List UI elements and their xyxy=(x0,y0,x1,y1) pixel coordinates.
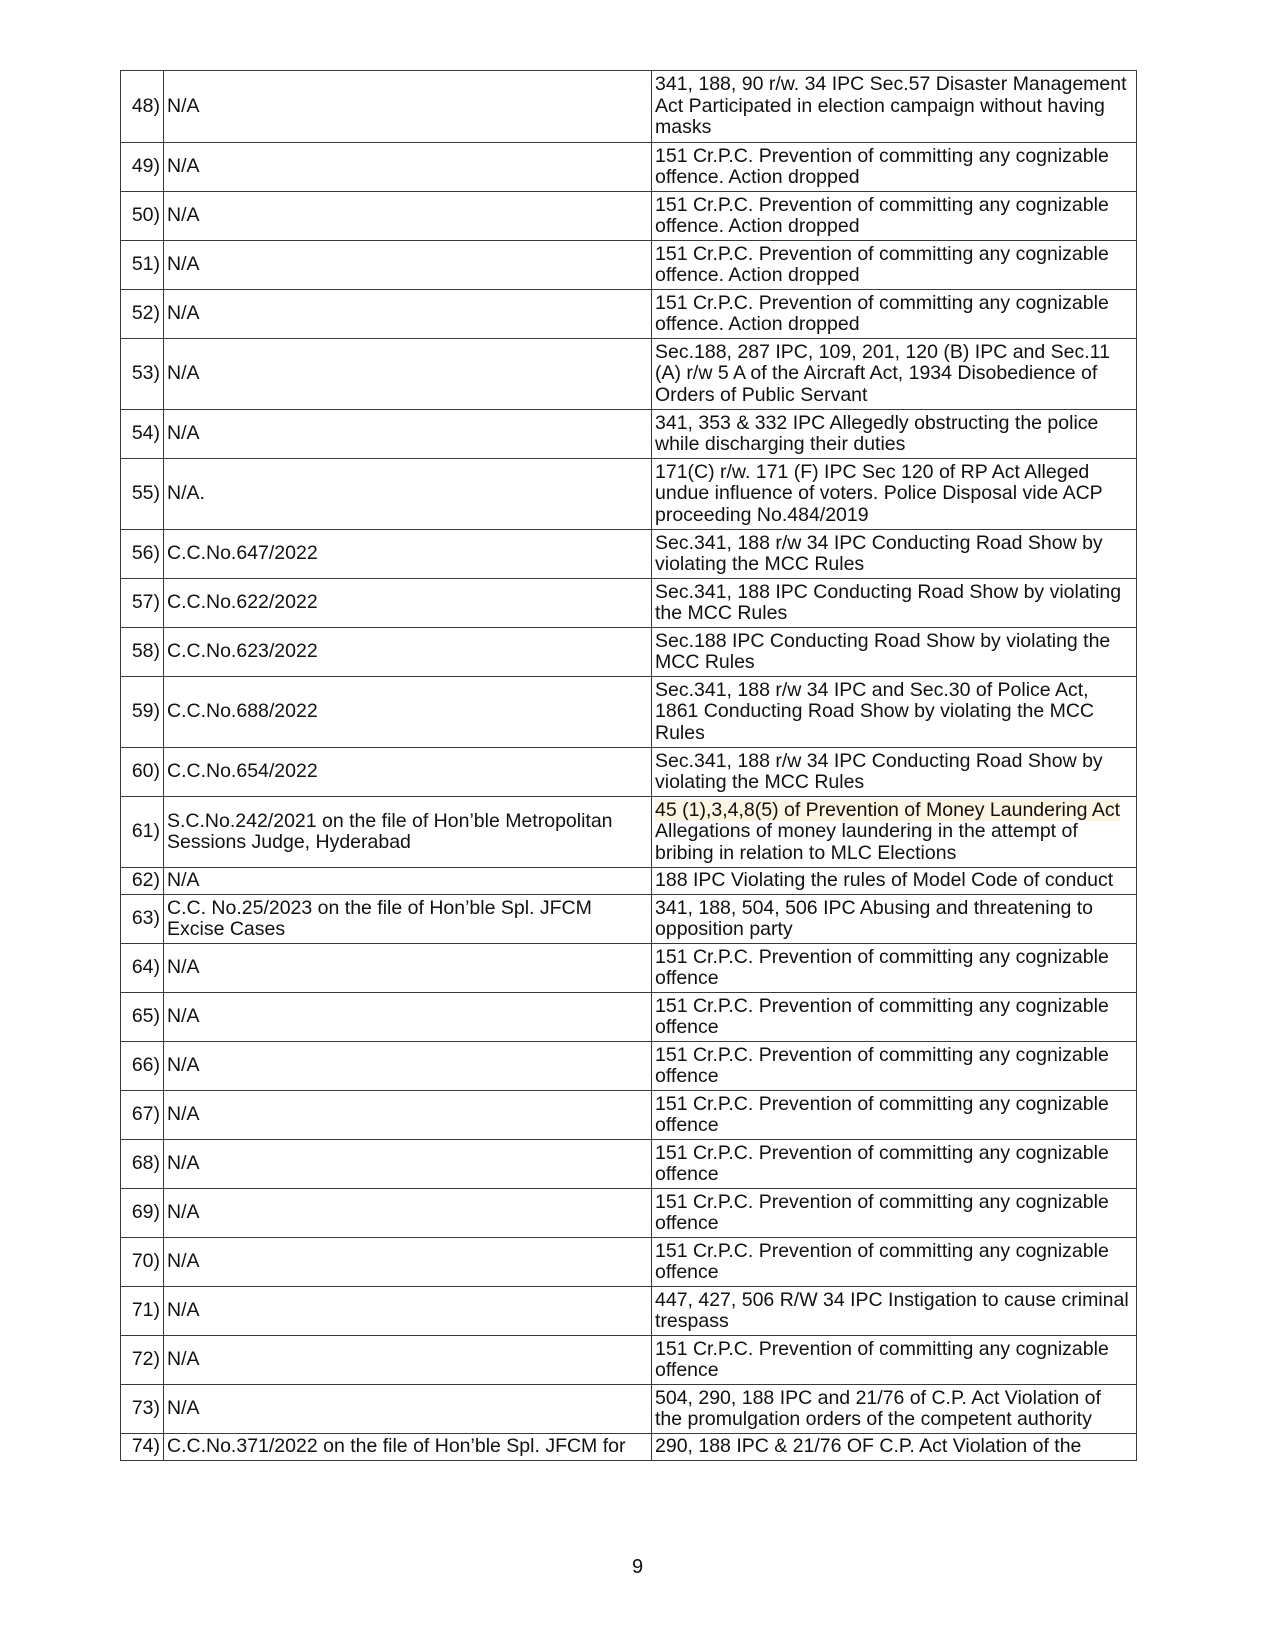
row-number: 64) xyxy=(121,944,164,993)
sections-description: Sec.341, 188 r/w 34 IPC Conducting Road Show by violating the MCC Rules xyxy=(652,530,1137,579)
case-reference: C.C.No.623/2022 xyxy=(164,628,652,677)
table-row xyxy=(121,71,1137,143)
row-number: 55) xyxy=(121,459,164,530)
table-row xyxy=(121,579,1137,628)
table-row xyxy=(121,1140,1137,1189)
sections-text: Allegations of money laundering in the attempt of bribing in relation to MLC Elections xyxy=(655,820,1078,864)
sections-description: Sec.188 IPC Conducting Road Show by violating the MCC Rules xyxy=(652,628,1137,677)
sections-description: 151 Cr.P.C. Prevention of committing any cognizable offence xyxy=(652,993,1137,1042)
table-row xyxy=(121,290,1137,339)
table-row xyxy=(121,410,1137,459)
row-number: 54) xyxy=(121,410,164,459)
row-number: 51) xyxy=(121,241,164,290)
sections-description: 151 Cr.P.C. Prevention of committing any cognizable offence xyxy=(652,1238,1137,1287)
table-row xyxy=(121,530,1137,579)
row-number: 69) xyxy=(121,1189,164,1238)
case-reference: N/A xyxy=(164,1042,652,1091)
case-reference: N/A xyxy=(164,868,652,895)
row-number: 67) xyxy=(121,1091,164,1140)
case-reference: N/A xyxy=(164,1336,652,1385)
case-reference: N/A xyxy=(164,410,652,459)
row-number: 66) xyxy=(121,1042,164,1091)
sections-description: 290, 188 IPC & 21/76 OF C.P. Act Violation of the xyxy=(652,1434,1137,1461)
row-number: 68) xyxy=(121,1140,164,1189)
table-row xyxy=(121,1385,1137,1434)
row-number: 59) xyxy=(121,677,164,748)
table-row xyxy=(121,143,1137,192)
row-number: 60) xyxy=(121,748,164,797)
sections-description: 151 Cr.P.C. Prevention of committing any cognizable offence. Action dropped xyxy=(652,143,1137,192)
table-row xyxy=(121,339,1137,410)
sections-description: 151 Cr.P.C. Prevention of committing any cognizable offence xyxy=(652,1091,1137,1140)
table-row xyxy=(121,748,1137,797)
table-row xyxy=(121,868,1137,895)
case-reference: N/A xyxy=(164,1385,652,1434)
case-reference: N/A. xyxy=(164,459,652,530)
case-reference: C.C. No.25/2023 on the file of Hon’ble Spl. JFCM Excise Cases xyxy=(164,895,652,944)
case-reference: N/A xyxy=(164,290,652,339)
page-number: 9 xyxy=(631,1556,644,1578)
case-reference: C.C.No.371/2022 on the file of Hon’ble Spl. JFCM for xyxy=(164,1434,652,1461)
case-reference: N/A xyxy=(164,944,652,993)
case-reference: N/A xyxy=(164,143,652,192)
table-row xyxy=(121,1189,1137,1238)
case-reference: C.C.No.622/2022 xyxy=(164,579,652,628)
row-number: 52) xyxy=(121,290,164,339)
sections-description: 504, 290, 188 IPC and 21/76 of C.P. Act Violation of the promulgation orders of the competent authority xyxy=(652,1385,1137,1434)
row-number: 56) xyxy=(121,530,164,579)
row-number: 74) xyxy=(121,1434,164,1461)
table-row xyxy=(121,459,1137,530)
row-number: 50) xyxy=(121,192,164,241)
row-number: 72) xyxy=(121,1336,164,1385)
case-reference: N/A xyxy=(164,192,652,241)
table-row xyxy=(121,1434,1137,1461)
table-row xyxy=(121,628,1137,677)
case-reference: N/A xyxy=(164,1091,652,1140)
table-row xyxy=(121,944,1137,993)
sections-description xyxy=(652,797,1137,868)
cases-table xyxy=(120,70,1137,1461)
sections-description: 341, 353 & 332 IPC Allegedly obstructing the police while discharging their duties xyxy=(652,410,1137,459)
row-number: 71) xyxy=(121,1287,164,1336)
case-reference: N/A xyxy=(164,339,652,410)
table-row xyxy=(121,797,1137,868)
sections-description: Sec.188, 287 IPC, 109, 201, 120 (B) IPC and Sec.11 (A) r/w 5 A of the Aircraft Act, 1934 Disobedience of Orders of Public Servant xyxy=(652,339,1137,410)
sections-description: Sec.341, 188 IPC Conducting Road Show by violating the MCC Rules xyxy=(652,579,1137,628)
sections-description: 341, 188, 90 r/w. 34 IPC Sec.57 Disaster Management Act Participated in election campaign without having masks xyxy=(652,71,1137,143)
sections-description: 151 Cr.P.C. Prevention of committing any cognizable offence xyxy=(652,1042,1137,1091)
sections-description: 188 IPC Violating the rules of Model Code of conduct xyxy=(652,868,1137,895)
case-reference: C.C.No.654/2022 xyxy=(164,748,652,797)
table-row xyxy=(121,1336,1137,1385)
sections-description: 171(C) r/w. 171 (F) IPC Sec 120 of RP Act Alleged undue influence of voters. Police Disposal vide ACP proceeding No.484/2019 xyxy=(652,459,1137,530)
row-number: 53) xyxy=(121,339,164,410)
case-reference: N/A xyxy=(164,1238,652,1287)
row-number: 63) xyxy=(121,895,164,944)
table-row xyxy=(121,241,1137,290)
sections-description: 151 Cr.P.C. Prevention of committing any cognizable offence xyxy=(652,1140,1137,1189)
table-row xyxy=(121,993,1137,1042)
row-number: 57) xyxy=(121,579,164,628)
case-reference: C.C.No.688/2022 xyxy=(164,677,652,748)
case-reference: N/A xyxy=(164,1287,652,1336)
sections-description: 151 Cr.P.C. Prevention of committing any cognizable offence xyxy=(652,1336,1137,1385)
row-number: 70) xyxy=(121,1238,164,1287)
case-reference: C.C.No.647/2022 xyxy=(164,530,652,579)
table-row xyxy=(121,677,1137,748)
table-row xyxy=(121,1238,1137,1287)
sections-description: Sec.341, 188 r/w 34 IPC Conducting Road Show by violating the MCC Rules xyxy=(652,748,1137,797)
row-number: 65) xyxy=(121,993,164,1042)
table-row xyxy=(121,1091,1137,1140)
case-reference: N/A xyxy=(164,1189,652,1238)
highlighted-sections: 45 (1),3,4,8(5) of Prevention of Money Laundering Act xyxy=(655,798,1121,821)
row-number: 73) xyxy=(121,1385,164,1434)
case-reference: N/A xyxy=(164,993,652,1042)
sections-description: 151 Cr.P.C. Prevention of committing any cognizable offence xyxy=(652,1189,1137,1238)
case-reference: N/A xyxy=(164,241,652,290)
row-number: 61) xyxy=(121,797,164,868)
case-reference: N/A xyxy=(164,71,652,143)
row-number: 49) xyxy=(121,143,164,192)
row-number: 62) xyxy=(121,868,164,895)
sections-description: 151 Cr.P.C. Prevention of committing any cognizable offence. Action dropped xyxy=(652,192,1137,241)
sections-description: 151 Cr.P.C. Prevention of committing any cognizable offence xyxy=(652,944,1137,993)
sections-description: 447, 427, 506 R/W 34 IPC Instigation to cause criminal trespass xyxy=(652,1287,1137,1336)
row-number: 48) xyxy=(121,71,164,143)
case-reference: N/A xyxy=(164,1140,652,1189)
sections-description: 151 Cr.P.C. Prevention of committing any cognizable offence. Action dropped xyxy=(652,290,1137,339)
sections-description: 151 Cr.P.C. Prevention of committing any cognizable offence. Action dropped xyxy=(652,241,1137,290)
table-row xyxy=(121,1042,1137,1091)
table-row xyxy=(121,895,1137,944)
case-reference: S.C.No.242/2021 on the file of Hon’ble Metropolitan Sessions Judge, Hyderabad xyxy=(164,797,652,868)
sections-description: Sec.341, 188 r/w 34 IPC and Sec.30 of Police Act, 1861 Conducting Road Show by violating the MCC Rules xyxy=(652,677,1137,748)
sections-description: 341, 188, 504, 506 IPC Abusing and threatening to opposition party xyxy=(652,895,1137,944)
row-number: 58) xyxy=(121,628,164,677)
cases-table-body xyxy=(121,71,1137,1461)
table-row xyxy=(121,192,1137,241)
table-row xyxy=(121,1287,1137,1336)
